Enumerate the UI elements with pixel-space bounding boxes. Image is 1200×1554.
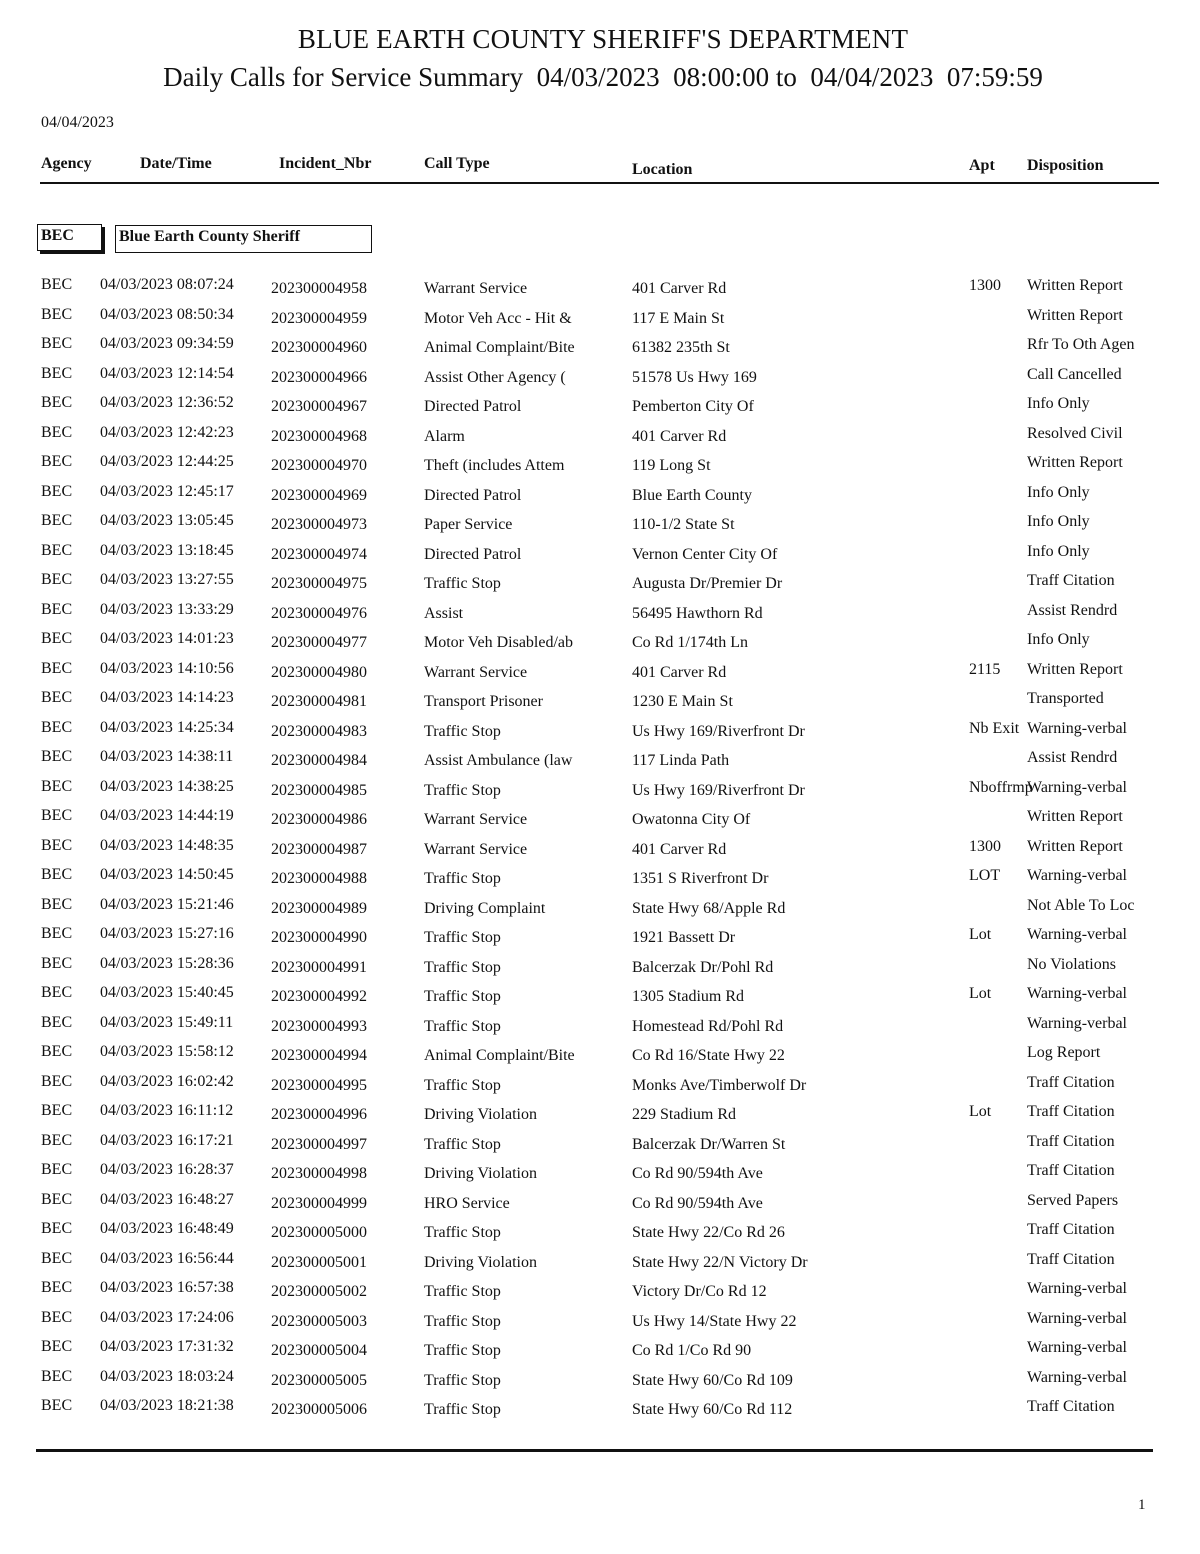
table-row bbox=[0, 1161, 1200, 1191]
call-type-cell: Assist Ambulance (law bbox=[424, 752, 573, 769]
disposition-cell: Info Only bbox=[1027, 513, 1090, 530]
call-type-cell: Driving Violation bbox=[424, 1106, 537, 1123]
agency-cell: BEC bbox=[41, 276, 73, 293]
agency-cell: BEC bbox=[41, 1338, 73, 1355]
table-row bbox=[0, 571, 1200, 601]
disposition-cell: Written Report bbox=[1027, 837, 1123, 855]
agency-cell: BEC bbox=[41, 1367, 73, 1385]
agency-cell: BEC bbox=[41, 748, 73, 765]
call-type-cell: Warrant Service bbox=[424, 663, 528, 681]
agency-cell: BEC bbox=[41, 394, 73, 411]
table-row bbox=[0, 689, 1200, 719]
call-type-cell: Driving Complaint bbox=[424, 899, 546, 917]
incident-cell: 202300004996 bbox=[271, 1106, 367, 1123]
location-cell: 401 Carver Rd bbox=[632, 427, 727, 445]
agency-cell: BEC bbox=[41, 1043, 73, 1060]
agency-cell: BEC bbox=[41, 1161, 73, 1178]
location-cell: Augusta Dr/Premier Dr bbox=[632, 575, 783, 592]
disposition-cell: Traff Citation bbox=[1027, 572, 1115, 589]
incident-cell: 202300004994 bbox=[271, 1047, 367, 1064]
call-type-cell: Animal Complaint/Bite bbox=[424, 1047, 575, 1064]
location-cell: Balcerzak Dr/Warren St bbox=[632, 1135, 786, 1153]
datetime-cell: 04/03/2023 15:21:46 bbox=[100, 895, 234, 913]
disposition-cell: Written Report bbox=[1027, 306, 1123, 324]
location-cell: Co Rd 1/Co Rd 90 bbox=[632, 1342, 752, 1359]
disposition-cell: Written Report bbox=[1027, 454, 1123, 471]
agency-cell: BEC bbox=[41, 1131, 73, 1149]
disposition-cell: Warning-verbal bbox=[1027, 1280, 1127, 1297]
call-type-cell: Alarm bbox=[424, 427, 465, 445]
incident-cell: 202300004988 bbox=[271, 870, 367, 887]
table-row bbox=[0, 1338, 1200, 1368]
incident-cell: 202300004966 bbox=[271, 368, 367, 386]
table-row bbox=[0, 925, 1200, 955]
table-row bbox=[0, 1309, 1200, 1339]
apt-cell: 2115 bbox=[969, 660, 1001, 678]
datetime-cell: 04/03/2023 16:28:37 bbox=[100, 1161, 234, 1178]
agency-cell: BEC bbox=[41, 1102, 73, 1119]
location-cell: State Hwy 22/N Victory Dr bbox=[632, 1253, 808, 1271]
location-cell: 110-1/2 State St bbox=[632, 516, 735, 533]
location-cell: 1230 E Main St bbox=[632, 693, 733, 710]
table-row bbox=[0, 512, 1200, 542]
disposition-cell: Written Report bbox=[1027, 277, 1123, 294]
call-type-cell: Traffic Stop bbox=[424, 1017, 501, 1035]
datetime-cell: 04/03/2023 14:10:56 bbox=[100, 659, 234, 677]
apt-cell: Lot bbox=[969, 985, 992, 1002]
disposition-cell: Info Only bbox=[1027, 395, 1090, 412]
table-row bbox=[0, 630, 1200, 660]
datetime-cell: 04/03/2023 14:38:25 bbox=[100, 777, 234, 795]
location-cell: 401 Carver Rd bbox=[632, 663, 727, 681]
table-row bbox=[0, 955, 1200, 985]
incident-cell: 202300004976 bbox=[271, 604, 367, 622]
datetime-cell: 04/03/2023 16:56:44 bbox=[100, 1249, 234, 1267]
disposition-cell: Transported bbox=[1027, 690, 1104, 707]
datetime-cell: 04/03/2023 17:24:06 bbox=[100, 1308, 234, 1326]
table-row bbox=[0, 453, 1200, 483]
table-row bbox=[0, 1073, 1200, 1103]
page-number: 1 bbox=[1138, 1497, 1146, 1513]
disposition-cell: Warning-verbal bbox=[1027, 778, 1127, 796]
datetime-cell: 04/03/2023 18:21:38 bbox=[100, 1397, 234, 1414]
call-type-cell: Transport Prisoner bbox=[424, 693, 543, 710]
location-cell: Monks Ave/Timberwolf Dr bbox=[632, 1076, 807, 1094]
datetime-cell: 04/03/2023 18:03:24 bbox=[100, 1367, 234, 1385]
agency-cell: BEC bbox=[41, 925, 73, 942]
agency-cell: BEC bbox=[41, 836, 73, 854]
report-subtitle: Daily Calls for Service Summary 04/03/2023 08:00:00 to 04/04/2023 07:59:59 bbox=[163, 62, 1043, 92]
disposition-cell: Log Report bbox=[1027, 1044, 1101, 1061]
disposition-cell: Warning-verbal bbox=[1027, 1339, 1127, 1356]
table-row bbox=[0, 896, 1200, 926]
incident-cell: 202300004977 bbox=[271, 634, 367, 651]
disposition-cell: Info Only bbox=[1027, 631, 1090, 648]
call-type-cell: Directed Patrol bbox=[424, 398, 522, 415]
agency-cell: BEC bbox=[41, 1308, 73, 1326]
disposition-cell: Warning-verbal bbox=[1027, 1014, 1127, 1032]
datetime-cell: 04/03/2023 16:17:21 bbox=[100, 1131, 234, 1149]
incident-cell: 202300004983 bbox=[271, 722, 367, 740]
agency-cell: BEC bbox=[41, 453, 73, 470]
datetime-cell: 04/03/2023 16:48:49 bbox=[100, 1220, 234, 1237]
group-code-box: BEC bbox=[37, 224, 102, 251]
call-type-cell: Warrant Service bbox=[424, 280, 528, 297]
disposition-cell: Traff Citation bbox=[1027, 1103, 1115, 1120]
incident-cell: 202300004968 bbox=[271, 427, 367, 445]
agency-cell: BEC bbox=[41, 1249, 73, 1267]
location-cell: State Hwy 22/Co Rd 26 bbox=[632, 1224, 785, 1241]
datetime-cell: 04/03/2023 12:45:17 bbox=[100, 482, 234, 500]
incident-cell: 202300004969 bbox=[271, 486, 367, 504]
apt-cell: 1300 bbox=[969, 837, 1001, 855]
call-type-cell: Traffic Stop bbox=[424, 929, 501, 946]
location-cell: Co Rd 90/594th Ave bbox=[632, 1165, 763, 1182]
table-row bbox=[0, 1102, 1200, 1132]
table-row bbox=[0, 1191, 1200, 1221]
disposition-cell: Info Only bbox=[1027, 542, 1090, 560]
datetime-cell: 04/03/2023 08:50:34 bbox=[100, 305, 234, 323]
agency-cell: BEC bbox=[41, 807, 73, 824]
table-row bbox=[0, 335, 1200, 365]
location-cell: 401 Carver Rd bbox=[632, 280, 727, 297]
disposition-cell: Warning-verbal bbox=[1027, 1309, 1127, 1327]
call-type-cell: Motor Veh Acc - Hit & bbox=[424, 309, 572, 327]
incident-cell: 202300005004 bbox=[271, 1342, 367, 1359]
datetime-cell: 04/03/2023 13:18:45 bbox=[100, 541, 234, 559]
incident-cell: 202300005003 bbox=[271, 1312, 367, 1330]
location-cell: 56495 Hawthorn Rd bbox=[632, 604, 763, 622]
apt-cell: LOT bbox=[969, 867, 1001, 884]
call-type-cell: Directed Patrol bbox=[424, 545, 522, 563]
agency-cell: BEC bbox=[41, 1279, 73, 1296]
agency-cell: BEC bbox=[41, 305, 73, 323]
datetime-cell: 04/03/2023 14:01:23 bbox=[100, 630, 234, 647]
agency-cell: BEC bbox=[41, 659, 73, 677]
incident-cell: 202300004987 bbox=[271, 840, 367, 858]
call-type-cell: Driving Violation bbox=[424, 1253, 537, 1271]
location-cell: Vernon Center City Of bbox=[632, 545, 778, 563]
disposition-cell: Warning-verbal bbox=[1027, 985, 1127, 1002]
datetime-cell: 04/03/2023 14:44:19 bbox=[100, 807, 234, 824]
table-row bbox=[0, 748, 1200, 778]
incident-cell: 202300004990 bbox=[271, 929, 367, 946]
datetime-cell: 04/03/2023 16:02:42 bbox=[100, 1072, 234, 1090]
apt-cell: Lot bbox=[969, 926, 992, 943]
disposition-cell: Assist Rendrd bbox=[1027, 601, 1118, 619]
disposition-cell: Written Report bbox=[1027, 660, 1123, 678]
incident-cell: 202300004981 bbox=[271, 693, 367, 710]
datetime-cell: 04/03/2023 15:27:16 bbox=[100, 925, 234, 942]
location-cell: Us Hwy 169/Riverfront Dr bbox=[632, 781, 805, 799]
datetime-cell: 04/03/2023 16:57:38 bbox=[100, 1279, 234, 1296]
call-type-cell: Traffic Stop bbox=[424, 1283, 501, 1300]
location-cell: 401 Carver Rd bbox=[632, 840, 727, 858]
datetime-cell: 04/03/2023 14:38:11 bbox=[100, 748, 234, 765]
agency-cell: BEC bbox=[41, 718, 73, 736]
disposition-cell: No Violations bbox=[1027, 955, 1116, 973]
disposition-cell: Traff Citation bbox=[1027, 1221, 1115, 1238]
call-type-cell: Theft (includes Attem bbox=[424, 457, 565, 474]
disposition-cell: Traff Citation bbox=[1027, 1250, 1115, 1268]
location-cell: Victory Dr/Co Rd 12 bbox=[632, 1283, 767, 1300]
incident-cell: 202300004975 bbox=[271, 575, 367, 592]
agency-cell: BEC bbox=[41, 1190, 73, 1208]
disposition-cell: Warning-verbal bbox=[1027, 867, 1127, 884]
agency-cell: BEC bbox=[41, 512, 73, 529]
incident-cell: 202300004980 bbox=[271, 663, 367, 681]
incident-cell: 202300004958 bbox=[271, 280, 367, 297]
datetime-cell: 04/03/2023 14:25:34 bbox=[100, 718, 234, 736]
datetime-cell: 04/03/2023 14:14:23 bbox=[100, 689, 234, 706]
agency-cell: BEC bbox=[41, 1397, 73, 1414]
incident-cell: 202300004993 bbox=[271, 1017, 367, 1035]
incident-cell: 202300004970 bbox=[271, 457, 367, 474]
table-row bbox=[0, 394, 1200, 424]
call-type-cell: Directed Patrol bbox=[424, 486, 522, 504]
location-cell: 51578 Us Hwy 169 bbox=[632, 368, 757, 386]
table-row bbox=[0, 365, 1200, 395]
table-row bbox=[0, 1014, 1200, 1044]
datetime-cell: 04/03/2023 09:34:59 bbox=[100, 335, 234, 352]
disposition-cell: Resolved Civil bbox=[1027, 424, 1123, 442]
column-header-incident: Incident_Nbr bbox=[279, 155, 372, 172]
group-name-box: Blue Earth County Sheriff bbox=[115, 225, 372, 253]
call-type-cell: Traffic Stop bbox=[424, 958, 501, 976]
agency-cell: BEC bbox=[41, 541, 73, 559]
location-cell: 61382 235th St bbox=[632, 339, 730, 356]
agency-cell: BEC bbox=[41, 423, 73, 441]
location-cell: 1921 Bassett Dr bbox=[632, 929, 736, 946]
location-cell: Co Rd 1/174th Ln bbox=[632, 634, 749, 651]
incident-cell: 202300004995 bbox=[271, 1076, 367, 1094]
incident-cell: 202300004984 bbox=[271, 752, 367, 769]
call-type-cell: Driving Violation bbox=[424, 1165, 537, 1182]
calls-table bbox=[0, 276, 1200, 1427]
call-type-cell: Traffic Stop bbox=[424, 1224, 501, 1241]
call-type-cell: Traffic Stop bbox=[424, 575, 501, 592]
call-type-cell: Traffic Stop bbox=[424, 1312, 501, 1330]
column-header-disposition: Disposition bbox=[1027, 157, 1104, 174]
disposition-cell: Traff Citation bbox=[1027, 1073, 1115, 1091]
apt-cell: Lot bbox=[969, 1103, 992, 1120]
disposition-cell: Call Cancelled bbox=[1027, 365, 1122, 383]
call-type-cell: Traffic Stop bbox=[424, 1342, 501, 1359]
apt-cell: 1300 bbox=[969, 277, 1001, 294]
datetime-cell: 04/03/2023 15:58:12 bbox=[100, 1043, 234, 1060]
location-cell: Pemberton City Of bbox=[632, 398, 754, 415]
table-row bbox=[0, 1220, 1200, 1250]
datetime-cell: 04/03/2023 08:07:24 bbox=[100, 276, 234, 293]
footer-divider bbox=[36, 1449, 1153, 1452]
location-cell: 117 Linda Path bbox=[632, 752, 730, 769]
location-cell: Co Rd 90/594th Ave bbox=[632, 1194, 763, 1212]
call-type-cell: Warrant Service bbox=[424, 811, 528, 828]
column-header-agency: Agency bbox=[41, 155, 92, 172]
table-row bbox=[0, 807, 1200, 837]
disposition-cell: Traff Citation bbox=[1027, 1132, 1115, 1150]
table-row bbox=[0, 984, 1200, 1014]
location-cell: Us Hwy 169/Riverfront Dr bbox=[632, 722, 805, 740]
column-header-apt: Apt bbox=[969, 157, 995, 174]
call-type-cell: Traffic Stop bbox=[424, 1401, 501, 1418]
incident-cell: 202300004999 bbox=[271, 1194, 367, 1212]
agency-cell: BEC bbox=[41, 954, 73, 972]
disposition-cell: Warning-verbal bbox=[1027, 1368, 1127, 1386]
incident-cell: 202300004991 bbox=[271, 958, 367, 976]
table-row bbox=[0, 1043, 1200, 1073]
datetime-cell: 04/03/2023 16:48:27 bbox=[100, 1190, 234, 1208]
apt-cell: Nb Exit bbox=[969, 719, 1020, 737]
incident-cell: 202300004974 bbox=[271, 545, 367, 563]
call-type-cell: Traffic Stop bbox=[424, 1135, 501, 1153]
location-cell: Us Hwy 14/State Hwy 22 bbox=[632, 1312, 797, 1330]
agency-cell: BEC bbox=[41, 630, 73, 647]
table-row bbox=[0, 483, 1200, 513]
call-type-cell: Traffic Stop bbox=[424, 1076, 501, 1094]
table-row bbox=[0, 778, 1200, 808]
table-row bbox=[0, 837, 1200, 867]
agency-cell: BEC bbox=[41, 571, 73, 588]
incident-cell: 202300004997 bbox=[271, 1135, 367, 1153]
incident-cell: 202300004967 bbox=[271, 398, 367, 415]
datetime-cell: 04/03/2023 13:33:29 bbox=[100, 600, 234, 618]
location-cell: State Hwy 68/Apple Rd bbox=[632, 899, 786, 917]
location-cell: State Hwy 60/Co Rd 109 bbox=[632, 1371, 793, 1389]
column-header-call-type: Call Type bbox=[424, 155, 490, 172]
table-row bbox=[0, 424, 1200, 454]
header-divider bbox=[40, 182, 1159, 184]
call-type-cell: Assist Other Agency ( bbox=[424, 368, 566, 386]
table-row bbox=[0, 719, 1200, 749]
incident-cell: 202300004992 bbox=[271, 988, 367, 1005]
disposition-cell: Not Able To Loc bbox=[1027, 896, 1135, 914]
agency-cell: BEC bbox=[41, 482, 73, 500]
table-row bbox=[0, 1132, 1200, 1162]
incident-cell: 202300004998 bbox=[271, 1165, 367, 1182]
incident-cell: 202300004960 bbox=[271, 339, 367, 356]
incident-cell: 202300004989 bbox=[271, 899, 367, 917]
disposition-cell: Traff Citation bbox=[1027, 1398, 1115, 1415]
call-type-cell: Paper Service bbox=[424, 516, 513, 533]
datetime-cell: 04/03/2023 17:31:32 bbox=[100, 1338, 234, 1355]
disposition-cell: Rfr To Oth Agen bbox=[1027, 336, 1135, 353]
apt-cell: Nboffrmp bbox=[969, 778, 1033, 796]
table-row bbox=[0, 276, 1200, 306]
incident-cell: 202300004973 bbox=[271, 516, 367, 533]
agency-cell: BEC bbox=[41, 689, 73, 706]
agency-cell: BEC bbox=[41, 895, 73, 913]
datetime-cell: 04/03/2023 15:28:36 bbox=[100, 954, 234, 972]
agency-cell: BEC bbox=[41, 984, 73, 1001]
datetime-cell: 04/03/2023 12:36:52 bbox=[100, 394, 234, 411]
table-row bbox=[0, 866, 1200, 896]
disposition-cell: Info Only bbox=[1027, 483, 1090, 501]
table-row bbox=[0, 1397, 1200, 1427]
location-cell: Balcerzak Dr/Pohl Rd bbox=[632, 958, 774, 976]
call-type-cell: Traffic Stop bbox=[424, 870, 501, 887]
column-header-location: Location bbox=[632, 161, 693, 178]
datetime-cell: 04/03/2023 13:27:55 bbox=[100, 571, 234, 588]
disposition-cell: Assist Rendrd bbox=[1027, 749, 1118, 766]
datetime-cell: 04/03/2023 12:42:23 bbox=[100, 423, 234, 441]
table-row bbox=[0, 660, 1200, 690]
agency-cell: BEC bbox=[41, 777, 73, 795]
location-cell: 229 Stadium Rd bbox=[632, 1106, 737, 1123]
disposition-cell: Warning-verbal bbox=[1027, 719, 1127, 737]
table-row bbox=[0, 542, 1200, 572]
agency-cell: BEC bbox=[41, 600, 73, 618]
agency-cell: BEC bbox=[41, 335, 73, 352]
incident-cell: 202300005006 bbox=[271, 1401, 367, 1418]
location-cell: 119 Long St bbox=[632, 457, 711, 474]
datetime-cell: 04/03/2023 16:11:12 bbox=[100, 1102, 234, 1119]
location-cell: Blue Earth County bbox=[632, 486, 752, 504]
report-date: 04/04/2023 bbox=[41, 114, 114, 131]
incident-cell: 202300004986 bbox=[271, 811, 367, 828]
call-type-cell: Traffic Stop bbox=[424, 781, 501, 799]
disposition-cell: Served Papers bbox=[1027, 1191, 1119, 1209]
datetime-cell: 04/03/2023 12:14:54 bbox=[100, 364, 234, 382]
column-header-datetime: Date/Time bbox=[140, 155, 212, 172]
call-type-cell: Assist bbox=[424, 604, 464, 622]
call-type-cell: Traffic Stop bbox=[424, 988, 501, 1005]
location-cell: Co Rd 16/State Hwy 22 bbox=[632, 1047, 785, 1064]
incident-cell: 202300005000 bbox=[271, 1224, 367, 1241]
agency-cell: BEC bbox=[41, 1072, 73, 1090]
datetime-cell: 04/03/2023 14:48:35 bbox=[100, 836, 234, 854]
table-row bbox=[0, 306, 1200, 336]
agency-cell: BEC bbox=[41, 364, 73, 382]
datetime-cell: 04/03/2023 14:50:45 bbox=[100, 866, 234, 883]
call-type-cell: HRO Service bbox=[424, 1194, 510, 1212]
location-cell: 117 E Main St bbox=[632, 309, 725, 327]
incident-cell: 202300005001 bbox=[271, 1253, 367, 1271]
agency-cell: BEC bbox=[41, 1220, 73, 1237]
location-cell: Owatonna City Of bbox=[632, 811, 751, 828]
location-cell: 1305 Stadium Rd bbox=[632, 988, 745, 1005]
call-type-cell: Motor Veh Disabled/ab bbox=[424, 634, 574, 651]
call-type-cell: Animal Complaint/Bite bbox=[424, 339, 575, 356]
call-type-cell: Traffic Stop bbox=[424, 1371, 501, 1389]
datetime-cell: 04/03/2023 15:49:11 bbox=[100, 1013, 234, 1031]
incident-cell: 202300005002 bbox=[271, 1283, 367, 1300]
location-cell: 1351 S Riverfront Dr bbox=[632, 870, 769, 887]
incident-cell: 202300004959 bbox=[271, 309, 367, 327]
table-row bbox=[0, 1279, 1200, 1309]
disposition-cell: Written Report bbox=[1027, 808, 1123, 825]
agency-cell: BEC bbox=[41, 866, 73, 883]
datetime-cell: 04/03/2023 15:40:45 bbox=[100, 984, 234, 1001]
table-row bbox=[0, 601, 1200, 631]
table-row bbox=[0, 1368, 1200, 1398]
location-cell: Homestead Rd/Pohl Rd bbox=[632, 1017, 784, 1035]
call-type-cell: Warrant Service bbox=[424, 840, 528, 858]
agency-cell: BEC bbox=[41, 1013, 73, 1031]
datetime-cell: 04/03/2023 12:44:25 bbox=[100, 453, 234, 470]
table-row bbox=[0, 1250, 1200, 1280]
incident-cell: 202300004985 bbox=[271, 781, 367, 799]
disposition-cell: Traff Citation bbox=[1027, 1162, 1115, 1179]
disposition-cell: Warning-verbal bbox=[1027, 926, 1127, 943]
incident-cell: 202300005005 bbox=[271, 1371, 367, 1389]
location-cell: State Hwy 60/Co Rd 112 bbox=[632, 1401, 793, 1418]
call-type-cell: Traffic Stop bbox=[424, 722, 501, 740]
report-title: BLUE EARTH COUNTY SHERIFF'S DEPARTMENT bbox=[297, 24, 909, 54]
datetime-cell: 04/03/2023 13:05:45 bbox=[100, 512, 234, 529]
